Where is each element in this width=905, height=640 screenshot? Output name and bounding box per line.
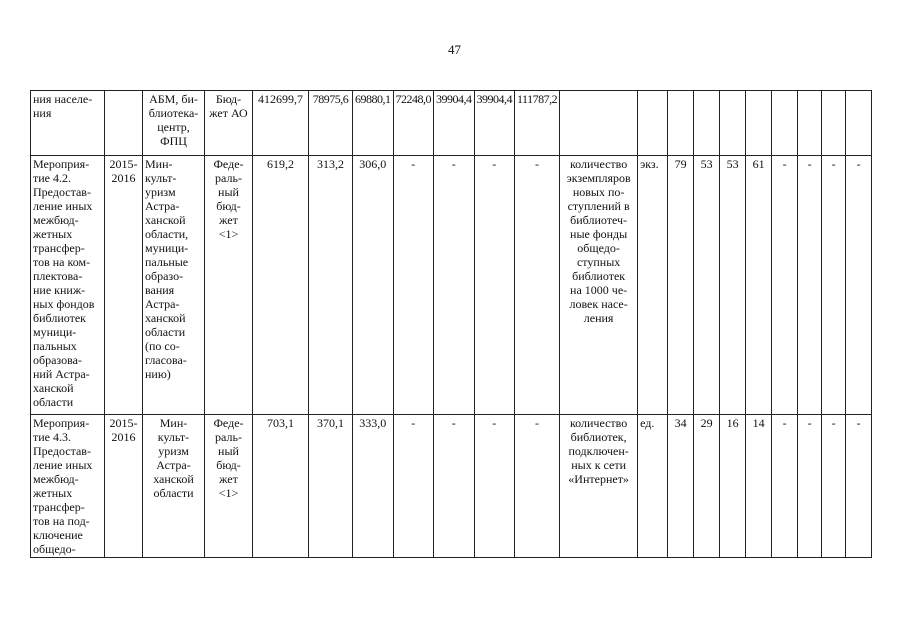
year-value-cell: 39904,4 [474,91,515,156]
indicator-value-cell: 14 [746,415,772,558]
year-value-cell: 72248,0 [393,91,434,156]
year-value-cell: 39904,4 [434,91,475,156]
unit-cell: экз. [638,156,668,415]
indicator-value-cell [720,91,746,156]
years-cell [105,91,143,156]
total-cell: 703,1 [253,415,309,558]
year-value-cell: 370,1 [309,415,353,558]
indicator-value-cell [822,91,846,156]
indicator-value-cell: 53 [720,156,746,415]
funding-source-cell: Феде- раль- ный бюд- жет <1> [205,156,253,415]
page-number: 47 [448,42,461,57]
indicator-cell: количество библиотек, подключен- ных к сети «Интернет» [560,415,638,558]
year-value-cell: - [515,156,560,415]
unit-cell: ед. [638,415,668,558]
indicator-cell [560,91,638,156]
indicator-value-cell: - [822,415,846,558]
indicator-value-cell: - [822,156,846,415]
year-value-cell: - [515,415,560,558]
year-value-cell: 333,0 [353,415,394,558]
funding-source-cell: Феде- раль- ный бюд- жет <1> [205,415,253,558]
indicator-value-cell: 16 [720,415,746,558]
indicator-value-cell: 29 [694,415,720,558]
program-table [30,90,872,558]
table-row [31,415,872,558]
indicator-value-cell: - [846,415,872,558]
year-value-cell: 69880,1 [353,91,394,156]
year-value-cell: 111787,2 [515,91,560,156]
indicator-value-cell [668,91,694,156]
year-value-cell: - [393,156,434,415]
activity-name-cell: Мероприя- тие 4.3. Предостав- ление иных межбюд- жетных трансфер- тов на под- ключение общедо- [31,415,105,558]
year-value-cell: - [474,415,515,558]
indicator-value-cell: - [798,415,822,558]
years-cell: 2015- 2016 [105,156,143,415]
indicator-cell: количество экземпляров новых по- ступлений в библиотеч- ные фонды общедо- ступных библиотек на 1000 че- ловек насе- ления [560,156,638,415]
year-value-cell: - [434,415,475,558]
indicator-value-cell [846,91,872,156]
indicator-value-cell: - [772,156,798,415]
total-cell: 412699,7 [253,91,309,156]
year-value-cell: - [393,415,434,558]
indicator-value-cell: - [772,415,798,558]
indicator-value-cell: - [798,156,822,415]
executor-cell: АБМ, би- блиотека- центр, ФПЦ [143,91,205,156]
year-value-cell: - [434,156,475,415]
indicator-value-cell: 34 [668,415,694,558]
activity-name-cell: Мероприя- тие 4.2. Предостав- ление иных межбюд- жетных трансфер- тов на ком- плектова- ние книж- ных фондов библиотек муници- пальных образова- ний Астра- ханской области [31,156,105,415]
year-value-cell: - [474,156,515,415]
year-value-cell: 306,0 [353,156,394,415]
indicator-value-cell: 53 [694,156,720,415]
indicator-value-cell: - [846,156,872,415]
executor-cell: Мин- культ- уризм Астра- ханской области, муници- пальные образо- вания Астра- ханской области (по со- гласова- нию) [143,156,205,415]
table-row [31,156,872,415]
indicator-value-cell: 61 [746,156,772,415]
indicator-value-cell [798,91,822,156]
funding-source-cell: Бюд- жет АО [205,91,253,156]
table-row [31,91,872,156]
indicator-value-cell [694,91,720,156]
indicator-value-cell: 79 [668,156,694,415]
year-value-cell: 78975,6 [309,91,353,156]
indicator-value-cell [746,91,772,156]
year-value-cell: 313,2 [309,156,353,415]
activity-name-cell: ния населе- ния [31,91,105,156]
years-cell: 2015- 2016 [105,415,143,558]
total-cell: 619,2 [253,156,309,415]
indicator-value-cell [772,91,798,156]
executor-cell: Мин- культ- уризм Астра- ханской области [143,415,205,558]
unit-cell [638,91,668,156]
